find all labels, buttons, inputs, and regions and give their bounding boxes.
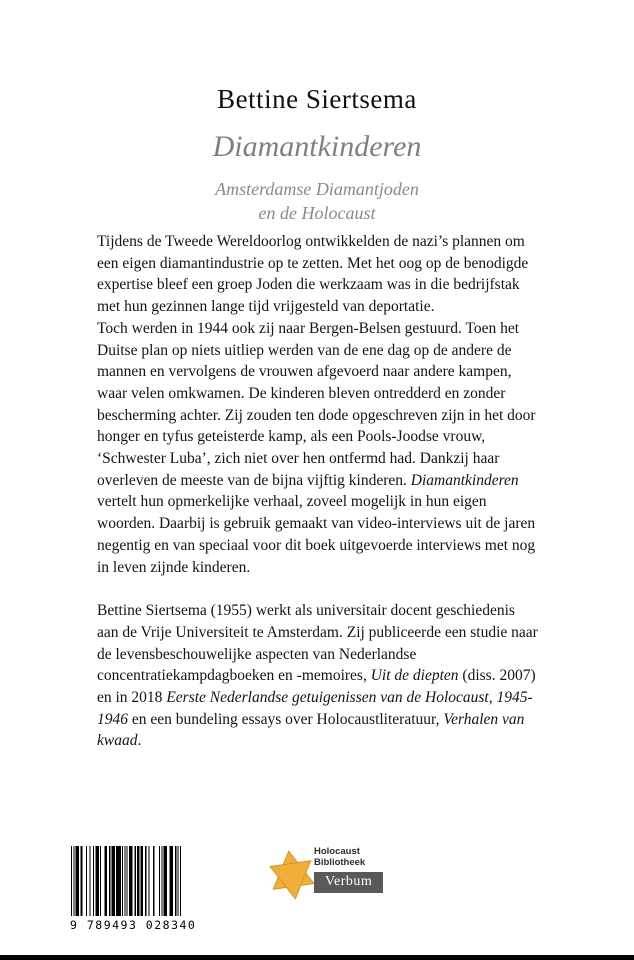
- subtitle-line-2: en de Holocaust: [258, 203, 376, 223]
- publisher-library-label: [314, 846, 365, 868]
- text-segment: en een bundeling essays over Holocaustliteratuur,: [128, 710, 444, 728]
- back-cover-text: [97, 231, 538, 752]
- star-of-david-icon: [263, 847, 321, 904]
- text-segment-italic: Diamantkinderen: [410, 471, 519, 489]
- text-segment: Bettine Siertsema (1955) werkt als universitair docent geschiedenis aan de Vrije Universiteit te Amsterdam. Zij publiceerde een studie naar de levensbeschouwelijke aspecten van Nederlandse concentratiekampdagboeken en -memoires,: [97, 602, 538, 685]
- author-bio-paragraph: [97, 600, 538, 752]
- text-segment-italic: Eerste Nederlandse getuigenissen van de Holocaust, 1945-1946: [97, 689, 533, 728]
- synopsis-paragraph-2: [97, 318, 538, 578]
- author-name: Bettine Siertsema: [217, 84, 417, 114]
- bottom-edge-strip: [0, 955, 634, 960]
- book-title: Diamantkinderen: [212, 130, 422, 163]
- barcode-bars: [71, 846, 181, 916]
- text-segment-italic: Uit de diepten: [370, 667, 459, 685]
- book-subtitle: [0, 177, 634, 225]
- isbn-number: 9 789493 028340: [70, 918, 197, 932]
- synopsis-paragraph-1: [97, 231, 538, 318]
- publisher-logo: [266, 843, 406, 907]
- text-segment: Tijdens de Tweede Wereldoorlog ontwikkelden de nazi’s plannen om een eigen diamantindustrie op te zetten. Met het oog op de benodigde expertise bleef een groep Joden die werkzaam was in die bedrijfstak met hun gezinnen lange tijd vrijgesteld van deportatie.: [97, 233, 529, 316]
- library-label-line-1: Holocaust: [314, 846, 360, 857]
- text-segment: vertelt hun opmerkelijke verhaal, zoveel mogelijk in hun eigen woorden. Daarbij is gebruik gemaakt van video-interviews uit de jaren negentig en van speciaal voor dit boek uitgevoerde interviews met nog in leven zijnde kinderen.: [97, 493, 536, 576]
- library-label-line-2: Bibliotheek: [314, 857, 366, 868]
- title-block: [0, 0, 634, 225]
- text-segment: Toch werden in 1944 ook zij naar Bergen-Belsen gestuurd. Toen het Duitse plan op niets uitliep werden van de ene dag op de andere de mannen en vervolgens de vrouwen afgevoerd naar andere kampen, waar velen omkwamen. De kinderen bleven ontredderd en zonder bescherming achter. Zij zouden ten dode opgeschreven zijn in het door honger en tyfus geteisterde kamp, als een Pools-Joodse vrouw, ‘Schwester Luba’, zich niet over hen ontfermd had. Dankzij haar overleven de meeste van de bijna vijftig kinderen.: [97, 319, 536, 489]
- isbn-barcode: [70, 846, 197, 932]
- text-segment: .: [137, 732, 142, 750]
- subtitle-line-1: Amsterdamse Diamantjoden: [215, 179, 419, 199]
- publisher-name-badge: Verbum: [314, 872, 383, 893]
- text-segment: (diss. 2007) en in 2018: [97, 667, 536, 707]
- text-segment-italic: Verhalen van kwaad: [97, 710, 525, 750]
